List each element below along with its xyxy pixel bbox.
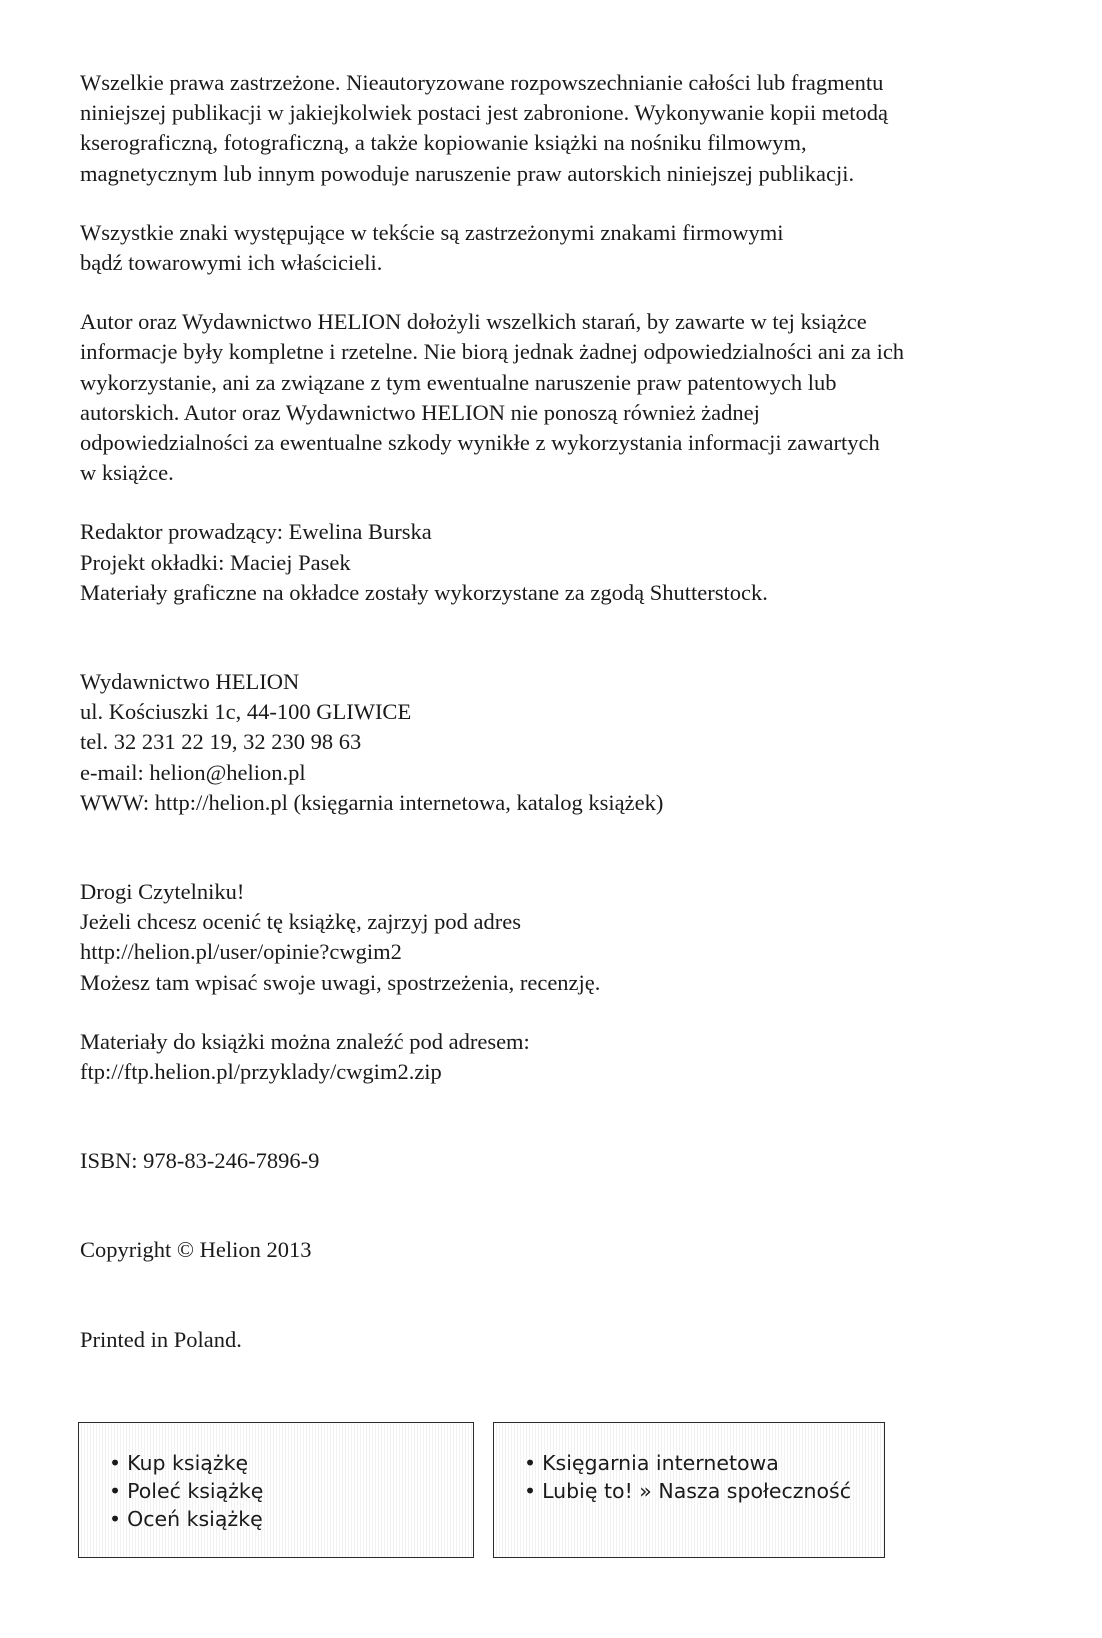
- copyright-text: Copyright © Helion 2013: [80, 1237, 312, 1263]
- printed-in: [80, 1325, 1040, 1355]
- rate-book-link[interactable]: Oceń książkę: [127, 1507, 263, 1531]
- text-line: magnetycznym lub innym powoduje naruszenie praw autorskich niniejszej publikacji.: [80, 160, 855, 186]
- text-line: bądź towarowymi ich właścicieli.: [80, 250, 383, 276]
- publisher-website[interactable]: WWW: http://helion.pl (księgarnia internetowa, katalog książek): [80, 789, 664, 815]
- store-links-list: [494, 1423, 884, 1505]
- cover-design-credit: Projekt okładki: Maciej Pasek: [80, 549, 351, 575]
- text-line: autorskich. Autor oraz Wydawnictwo HELION nie ponoszą również żadnej: [80, 399, 760, 425]
- materials-note: [80, 1027, 1040, 1087]
- publisher-name: Wydawnictwo HELION: [80, 669, 300, 695]
- list-item: [109, 1449, 473, 1477]
- materials-url[interactable]: ftp://ftp.helion.pl/przyklady/cwgim2.zip: [80, 1059, 442, 1085]
- text-line: Jeżeli chcesz ocenić tę książkę, zajrzyj pod adres: [80, 909, 522, 935]
- text-line: kserograficzną, fotograficzną, a także kopiowanie książki na nośniku filmowym,: [80, 130, 807, 156]
- cover-graphics-credit: Materiały graficzne na okładce zostały wykorzystane za zgodą Shutterstock.: [80, 579, 768, 605]
- copyright-page: [80, 68, 1040, 1355]
- publisher-street: ul. Kościuszki 1c, 44-100 GLIWICE: [80, 699, 412, 725]
- printed-in-text: Printed in Poland.: [80, 1326, 242, 1352]
- recommend-book-link[interactable]: Poleć książkę: [127, 1479, 264, 1503]
- publisher-email[interactable]: e-mail: helion@helion.pl: [80, 759, 306, 785]
- bullet-icon: •: [109, 1451, 122, 1475]
- rights-reserved-paragraph: [80, 68, 1040, 189]
- book-actions-box: [78, 1422, 474, 1558]
- bullet-icon: •: [524, 1451, 537, 1475]
- isbn-text: ISBN: 978-83-246-7896-9: [80, 1148, 320, 1174]
- disclaimer-paragraph: [80, 307, 1040, 488]
- list-item: [109, 1477, 473, 1505]
- bullet-icon: •: [109, 1507, 122, 1531]
- trademarks-paragraph: [80, 218, 1040, 278]
- isbn: [80, 1146, 1040, 1176]
- online-bookstore-link[interactable]: Księgarnia internetowa: [542, 1451, 779, 1475]
- text-line: informacje były kompletne i rzetelne. Nie biorą jednak żadnej odpowiedzialności ani za ich: [80, 339, 905, 365]
- text-line: niniejszej publikacji w jakiejkolwiek postaci jest zabronione. Wykonywanie kopii metodą: [80, 100, 889, 126]
- list-item: [109, 1505, 473, 1533]
- publisher-phone: tel. 32 231 22 19, 32 230 98 63: [80, 729, 362, 755]
- reader-greeting: Drogi Czytelniku!: [80, 879, 245, 905]
- review-url[interactable]: http://helion.pl/user/opinie?cwgim2: [80, 939, 402, 965]
- bullet-icon: •: [109, 1479, 122, 1503]
- buy-book-link[interactable]: Kup książkę: [127, 1451, 249, 1475]
- publisher-address: [80, 667, 1040, 818]
- text-line: Możesz tam wpisać swoje uwagi, spostrzeżenia, recenzję.: [80, 969, 601, 995]
- copyright-notice: [80, 1235, 1040, 1265]
- list-item: [524, 1449, 884, 1477]
- store-links-box: [493, 1422, 885, 1558]
- text-line: odpowiedzialności za ewentualne szkody wynikłe z wykorzystania informacji zawartych: [80, 430, 880, 456]
- text-line: w książce.: [80, 460, 174, 486]
- credits-paragraph: [80, 517, 1040, 608]
- action-boxes: [78, 1422, 1041, 1562]
- bullet-icon: •: [524, 1479, 537, 1503]
- community-link[interactable]: Lubię to! » Nasza społeczność: [542, 1479, 851, 1503]
- text-line: wykorzystanie, ani za związane z tym ewentualne naruszenie praw patentowych lub: [80, 369, 837, 395]
- reader-note: [80, 877, 1040, 998]
- text-line: Materiały do książki można znaleźć pod adresem:: [80, 1028, 530, 1054]
- book-actions-list: [79, 1423, 473, 1533]
- list-item: [524, 1477, 884, 1505]
- editor-credit: Redaktor prowadzący: Ewelina Burska: [80, 519, 432, 545]
- text-line: Wszelkie prawa zastrzeżone. Nieautoryzowane rozpowszechnianie całości lub fragmentu: [80, 70, 884, 95]
- text-line: Wszystkie znaki występujące w tekście są zastrzeżonymi znakami firmowymi: [80, 219, 784, 245]
- text-line: Autor oraz Wydawnictwo HELION dołożyli wszelkich starań, by zawarte w tej książce: [80, 309, 867, 335]
